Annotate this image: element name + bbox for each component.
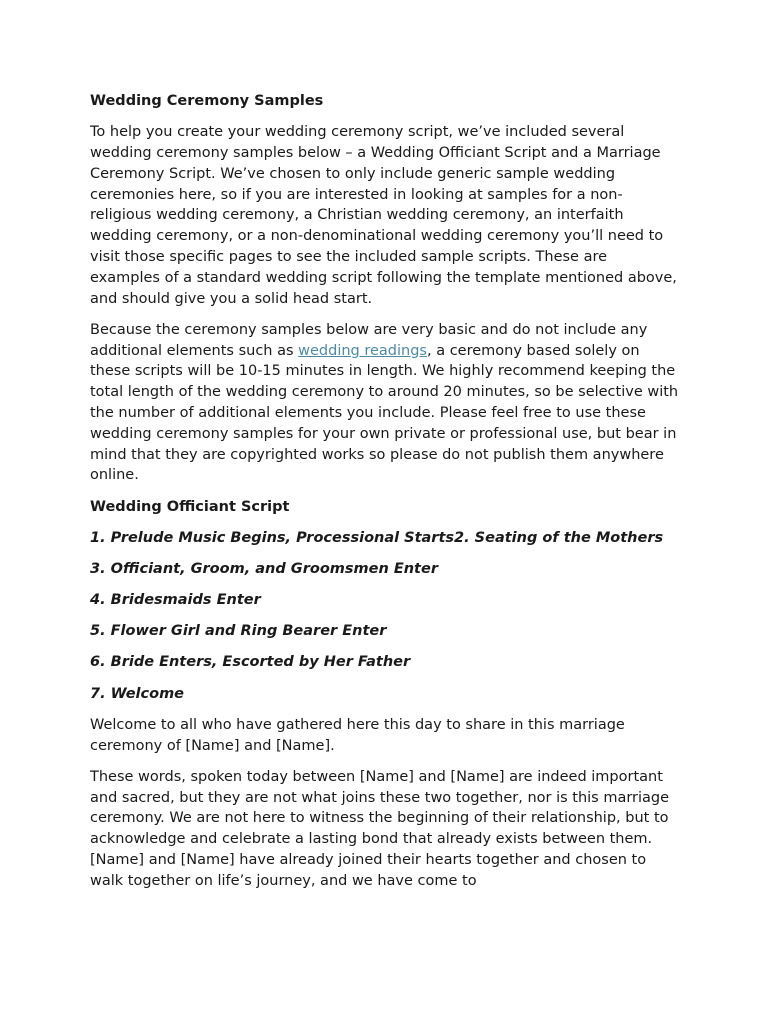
script-step: 4. Bridesmaids Enter (90, 592, 261, 609)
ceremony-length-paragraph (90, 320, 680, 486)
words-paragraph: These words, spoken today between [Name] and [Name] are indeed important and sacred, but they are not what joins these two together, nor is this marriage ceremony. We are not here to witness the beginning of their relationship, but to acknowledge and celebrate a lasting bond that already exists between them. [Name] and [Name] have already joined their hearts together and chosen to walk together on life’s journey, and we have come to (90, 768, 670, 889)
document-title: Wedding Ceremony Samples (90, 93, 324, 109)
intro-paragraph: To help you create your wedding ceremony script, we’ve included several wedding ceremony samples below – a Wedding Officiant Script and a Marriage Ceremony Script. We’ve chosen to only include generic sample wedding ceremonies here, so if you are interested in looking at samples for a non-religious wedding ceremony, a Christian wedding ceremony, an interfaith wedding ceremony, or a non-denominational wedding ceremony you’ll need to visit those specific pages to see the included sample scripts. These are examples of a standard wedding script following the template mentioned above, and should give you a solid head start. (90, 124, 677, 307)
script-step: 3. Officiant, Groom, and Groomsmen Enter (90, 560, 438, 577)
paragraph-text-before-link: Because the ceremony samples below are very basic and do not include any additional elements such as (90, 321, 648, 359)
wedding-readings-link[interactable]: wedding readings (298, 342, 427, 359)
script-step: 5. Flower Girl and Ring Bearer Enter (90, 623, 387, 640)
section-heading: Wedding Officiant Script (90, 498, 290, 515)
script-step: 1. Prelude Music Begins, Processional Starts2. Seating of the Mothers (90, 529, 664, 546)
paragraph-text-after-link: , a ceremony based solely on these scripts will be 10-15 minutes in length. We highly recommend keeping the total length of the wedding ceremony to around 20 minutes, so be selective with the number of additional elements you include. Please feel free to use these wedding ceremony samples for your own private or professional use, but bear in mind that they are copyrighted works so please do not publish them anywhere online. (90, 342, 679, 484)
document-page (90, 91, 680, 902)
welcome-paragraph: Welcome to all who have gathered here this day to share in this marriage ceremony of [Name] and [Name]. (90, 716, 625, 754)
script-step: 6. Bride Enters, Escorted by Her Father (90, 654, 411, 671)
script-step: 7. Welcome (90, 685, 185, 702)
